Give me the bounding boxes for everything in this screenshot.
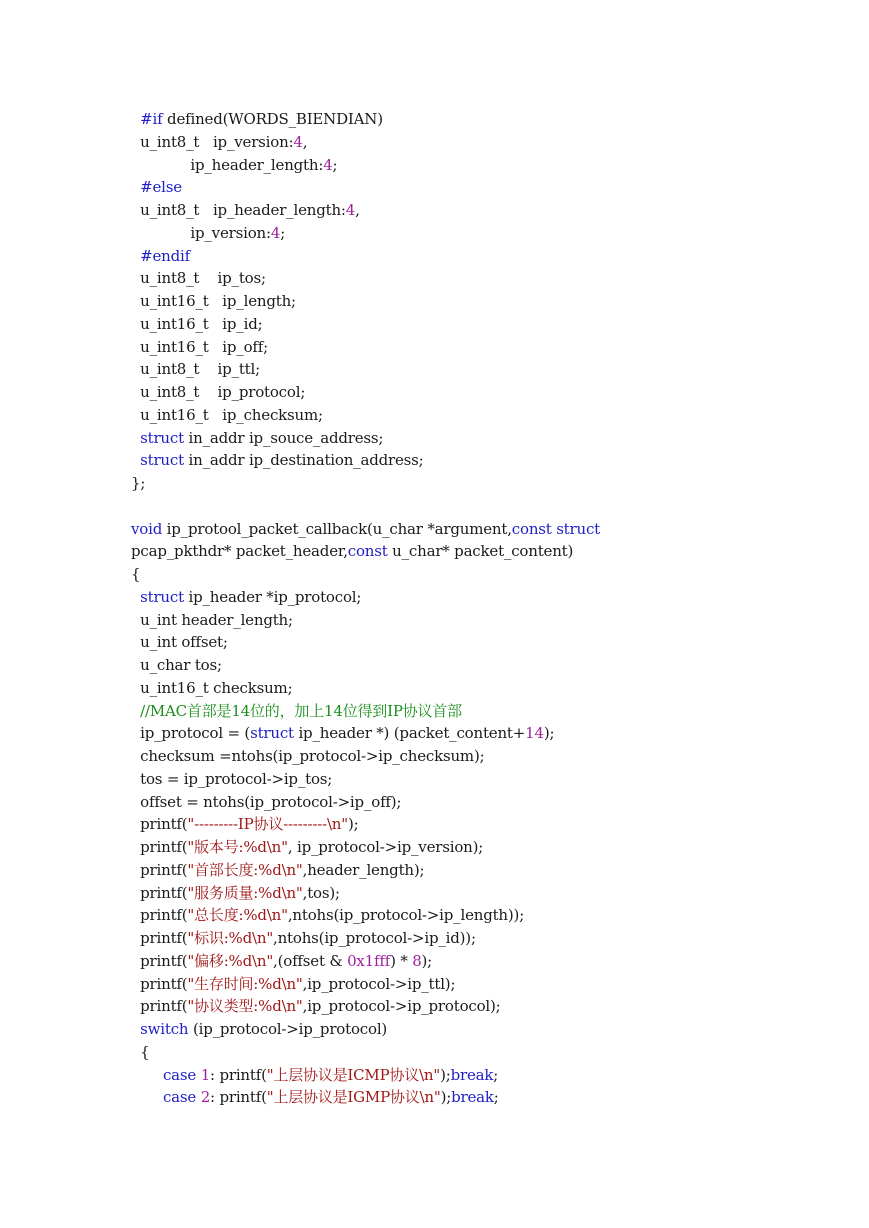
code-text: u_int8_t ip_version: bbox=[131, 132, 294, 151]
code-line bbox=[131, 313, 600, 336]
code-text: ; bbox=[332, 155, 338, 174]
code-text bbox=[131, 110, 140, 128]
code-string: "标识:%d\n" bbox=[187, 929, 274, 947]
code-text: u_int header_length; bbox=[131, 610, 293, 629]
code-line bbox=[131, 700, 600, 723]
code-text: tos = ip_protocol->ip_tos; bbox=[131, 769, 333, 788]
code-line bbox=[131, 859, 600, 882]
code-text bbox=[131, 178, 140, 196]
code-line bbox=[131, 1086, 600, 1109]
code-keyword: case bbox=[162, 1065, 197, 1084]
code-text: , bbox=[302, 132, 308, 151]
code-text: ip_header *) (packet_content+ bbox=[293, 724, 526, 743]
code-number: 0x1fff bbox=[347, 951, 391, 970]
code-text: u_int8_t ip_ttl; bbox=[131, 360, 260, 379]
code-text: ); bbox=[440, 1065, 451, 1084]
code-line bbox=[131, 654, 600, 677]
code-text: printf( bbox=[131, 838, 188, 856]
code-text: ); bbox=[440, 1088, 452, 1107]
code-text: ); bbox=[347, 815, 359, 834]
code-line bbox=[131, 745, 600, 768]
code-number: 4 bbox=[323, 155, 333, 174]
code-line bbox=[131, 722, 600, 745]
code-text bbox=[131, 1020, 140, 1038]
code-line bbox=[131, 267, 600, 290]
code-keyword: switch bbox=[140, 1020, 189, 1038]
code-string: "上层协议是IGMP协议\n" bbox=[266, 1088, 441, 1107]
code-line bbox=[131, 108, 600, 131]
code-text: ip_protool_packet_callback(u_char *argument, bbox=[162, 519, 512, 538]
code-text: ; bbox=[280, 223, 286, 242]
code-text: u_int16_t ip_off; bbox=[131, 337, 268, 356]
code-line bbox=[131, 358, 600, 381]
code-text: ip_header *ip_protocol; bbox=[183, 587, 362, 606]
code-text: printf( bbox=[131, 906, 188, 925]
code-text: ,ip_protocol->ip_ttl); bbox=[302, 974, 456, 993]
code-block bbox=[131, 108, 600, 1109]
code-number: 4 bbox=[270, 223, 281, 242]
code-number: 4 bbox=[293, 132, 303, 151]
code-line bbox=[131, 199, 600, 222]
code-text: u_int8_t ip_tos; bbox=[131, 269, 266, 288]
code-keyword: void bbox=[131, 519, 163, 538]
code-line bbox=[131, 404, 600, 427]
code-line bbox=[131, 995, 600, 1018]
code-text: printf( bbox=[131, 997, 188, 1016]
code-string: "协议类型:%d\n" bbox=[187, 997, 303, 1016]
code-string: "首部长度:%d\n" bbox=[187, 860, 303, 879]
code-keyword: #if bbox=[140, 110, 163, 128]
code-text: u_int8_t ip_protocol; bbox=[131, 383, 306, 401]
code-string: "服务质量:%d\n" bbox=[187, 883, 303, 902]
code-text: printf( bbox=[131, 974, 188, 993]
code-text: in_addr ip_destination_address; bbox=[183, 451, 424, 470]
code-line bbox=[131, 518, 600, 541]
code-number: 1 bbox=[200, 1065, 211, 1084]
code-string: "版本号:%d\n" bbox=[187, 838, 288, 856]
code-line bbox=[131, 495, 600, 518]
code-text: { bbox=[131, 1042, 150, 1061]
code-line bbox=[131, 449, 600, 472]
code-line bbox=[131, 427, 600, 450]
code-text: u_char* packet_content) bbox=[387, 542, 574, 561]
code-line bbox=[131, 1064, 600, 1087]
code-keyword: struct bbox=[556, 519, 600, 538]
code-string: "上层协议是ICMP协议\n" bbox=[266, 1065, 441, 1084]
code-text: }; bbox=[131, 474, 146, 492]
code-text: : printf( bbox=[210, 1088, 267, 1107]
code-line bbox=[131, 154, 600, 177]
code-text bbox=[131, 429, 140, 447]
code-text: printf( bbox=[131, 929, 188, 947]
code-line bbox=[131, 973, 600, 996]
code-string: "总长度:%d\n" bbox=[187, 906, 288, 925]
code-line bbox=[131, 131, 600, 154]
code-string: "偏移:%d\n" bbox=[187, 951, 274, 970]
code-line bbox=[131, 222, 600, 245]
code-line bbox=[131, 677, 600, 700]
code-text: ); bbox=[543, 724, 555, 743]
code-text: u_int offset; bbox=[131, 633, 228, 652]
code-line bbox=[131, 836, 600, 859]
code-keyword: const bbox=[347, 542, 388, 561]
code-line bbox=[131, 381, 600, 404]
code-keyword: #else bbox=[140, 178, 182, 197]
code-string: "---------IP协议---------\n" bbox=[187, 815, 348, 834]
code-text bbox=[131, 588, 140, 606]
code-number: 4 bbox=[345, 201, 356, 219]
code-text: ; bbox=[493, 1088, 499, 1107]
code-text: ); bbox=[421, 951, 433, 970]
code-text bbox=[131, 247, 140, 265]
code-text: ,header_length); bbox=[302, 860, 425, 879]
code-text: u_char tos; bbox=[131, 656, 222, 674]
code-keyword: break bbox=[451, 1088, 494, 1107]
code-text: printf( bbox=[131, 883, 188, 902]
code-text: printf( bbox=[131, 951, 188, 970]
code-text: defined(WORDS_BIENDIAN) bbox=[162, 110, 383, 128]
code-text: u_int16_t checksum; bbox=[131, 678, 293, 697]
code-text: printf( bbox=[131, 860, 188, 879]
code-text: u_int8_t ip_header_length: bbox=[131, 201, 346, 219]
code-text: u_int16_t ip_length; bbox=[131, 292, 296, 310]
code-keyword: const bbox=[511, 519, 552, 538]
code-text: ip_protocol = ( bbox=[131, 724, 251, 743]
code-text: { bbox=[131, 565, 141, 583]
code-text: ) * bbox=[390, 951, 413, 970]
code-text: ,ip_protocol->ip_protocol); bbox=[302, 997, 501, 1016]
code-text: checksum =ntohs(ip_protocol->ip_checksum); bbox=[131, 747, 485, 765]
code-line bbox=[131, 791, 600, 814]
code-keyword: struct bbox=[140, 428, 184, 447]
code-line bbox=[131, 290, 600, 313]
code-line bbox=[131, 472, 600, 495]
code-line bbox=[131, 950, 600, 973]
code-line bbox=[131, 1018, 600, 1041]
code-comment: //MAC首部是14位的，加上14位得到IP协议首部 bbox=[140, 701, 462, 720]
code-text: in_addr ip_souce_address; bbox=[183, 428, 384, 447]
code-keyword: struct bbox=[140, 587, 184, 606]
code-line bbox=[131, 586, 600, 609]
code-line bbox=[131, 904, 600, 927]
code-text: ,ntohs(ip_protocol->ip_id)); bbox=[273, 929, 476, 947]
code-number: 8 bbox=[412, 951, 422, 970]
code-text: printf( bbox=[131, 815, 188, 834]
code-text bbox=[131, 1088, 163, 1106]
code-text: ,tos); bbox=[302, 883, 340, 902]
code-number: 2 bbox=[200, 1088, 211, 1107]
code-keyword: #endif bbox=[140, 246, 190, 265]
code-text bbox=[131, 702, 140, 720]
code-line bbox=[131, 631, 600, 654]
code-text: u_int16_t ip_checksum; bbox=[131, 405, 323, 424]
code-line bbox=[131, 1041, 600, 1064]
code-text: pcap_pkthdr* packet_header, bbox=[131, 542, 348, 561]
code-number: 14 bbox=[525, 724, 544, 743]
code-line bbox=[131, 540, 600, 563]
code-text: offset = ntohs(ip_protocol->ip_off); bbox=[131, 792, 402, 811]
code-line bbox=[131, 563, 600, 586]
code-keyword: struct bbox=[250, 724, 294, 743]
code-keyword: break bbox=[450, 1065, 494, 1084]
code-string: "生存时间:%d\n" bbox=[187, 974, 303, 993]
code-text: (ip_protocol->ip_protocol) bbox=[188, 1020, 388, 1038]
code-line bbox=[131, 927, 600, 950]
code-text: ; bbox=[493, 1065, 499, 1084]
code-keyword: case bbox=[162, 1088, 197, 1107]
code-text: : printf( bbox=[210, 1065, 267, 1084]
code-text: ip_version: bbox=[131, 223, 271, 242]
code-text: u_int16_t ip_id; bbox=[131, 314, 263, 333]
code-text: , ip_protocol->ip_version); bbox=[287, 838, 484, 856]
code-line bbox=[131, 176, 600, 199]
code-line bbox=[131, 882, 600, 905]
code-text: ip_header_length: bbox=[131, 155, 324, 174]
code-text bbox=[131, 451, 140, 469]
code-text: , bbox=[355, 201, 360, 219]
code-keyword: struct bbox=[140, 451, 184, 470]
code-text bbox=[131, 1066, 163, 1084]
code-line bbox=[131, 336, 600, 359]
code-line bbox=[131, 609, 600, 632]
code-line bbox=[131, 245, 600, 268]
code-text: ,ntohs(ip_protocol->ip_length)); bbox=[287, 906, 525, 925]
code-line bbox=[131, 768, 600, 791]
code-line bbox=[131, 813, 600, 836]
code-text: ,(offset & bbox=[273, 951, 348, 970]
